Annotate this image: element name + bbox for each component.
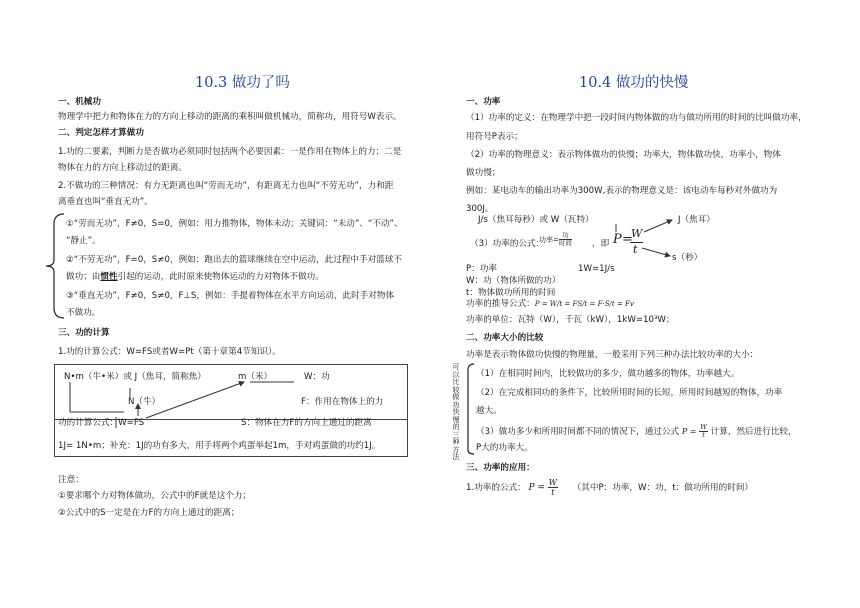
unit-work: N•m（牛•米）或 J（焦耳，简称焦） [64,372,206,382]
power-derive: 功率的推导公式：P = W/t = FS/t = F·S/t = Fv [466,299,634,309]
cases-brace [44,212,66,320]
note-1: ①要求哪个力对物体做功，公式中的F就是这个力； [58,491,252,501]
power-word-fraction: 功率= $\frac{\text{功}}{\text{时间}}$ [539,231,572,247]
power-1w-def: 1W=1J/s [578,264,615,274]
right-s1-heading: 一、功率 [466,97,501,107]
case2-l1: ②“不劳无功”，F=0，S≠0，例如：跑出去的篮球继续在空中运动，此过程中手对篮球不 [66,255,402,265]
left-title: 10.3 做功了吗 [195,75,290,91]
case1-l1: ①“劳而无功”，F≠0，S=0，例如：用力推物体，物体未动；关键词：“未动”、“不动”、 [66,219,403,229]
power-units: 功率的单位：瓦特（W），千瓦（kW），1kW=10³W； [466,315,675,325]
note-2: ②公式中的S一定是在力F的方向上通过的距离； [58,508,240,518]
right-s1-p2-l1: （2）功率的物理意义：表示物体做功的快慢；功率大，物体做功快，功率小，物体 [466,150,781,160]
method-2-l2: 越大。 [476,406,502,416]
left-s3-p1: 1.功的计算公式：W=FS或者W=Pt（第十章第4节知识）。 [58,347,281,357]
case3-l1: ③“垂直无功”，F≠0，S≠0，F⊥S，例如：手提着物体在水平方向运动，此时手对物体 [66,291,395,301]
left-s1-heading: 一、机械功 [58,97,101,107]
unit-meter: m（米） [238,372,273,382]
power-unit-j: J（焦耳） [678,215,715,225]
def-f: F：作用在物体上的力 [301,397,384,407]
method-1: （1）在相同时间内，比较做功的多少，做功越多的物体，功率越大。 [476,369,740,379]
power-unit-w: J/s（焦耳每秒）或 W（瓦特） [478,215,594,225]
right-s1-p2-l2: 做功慢； [466,168,501,178]
power-derive-formula: P = W/t = FS/t = F·S/t = Fv [534,300,634,308]
power-eq: = [622,232,633,247]
power-unit-s: s（秒） [672,253,703,263]
work-formula-arrows [54,364,406,434]
note-title: 注意： [58,475,84,485]
comparison-side-label: 可以比较做功快慢的三种方法 [452,363,460,461]
right-title: 10.4 做功的快慢 [579,75,689,91]
left-s2-heading: 二、判定怎样才算做功 [58,128,144,138]
right-s2-intro: 功率是表示物体做功快慢的物理量，一般采用下列三种办法比较功率的大小： [466,350,759,360]
right-s1-p1-l2: 用符号P表示； [466,132,523,142]
left-s2-p1-l2: 物体在力的方向上移动过的距离。 [58,163,187,173]
power-w-def: W：功（物体所做的功） [466,276,561,286]
left-s2-p2-l1: 2.不做功的三种情况：有力无距离也叫“劳而无功”，有距离无力也叫“不劳无功”，力和距 [58,181,394,191]
unit-newton: N（牛） [128,397,161,407]
left-s3-heading: 三、功的计算 [58,328,110,338]
joule-note: 1J= 1N•m；补充：1J的功有多大，用手将两个鸡蛋举起1m，手对鸡蛋做的功约1J。 [58,441,381,451]
method-2-l1: （2）在完成相同功的条件下，比较所用时间的长短，所用时间越短的物体，功率 [476,388,783,398]
def-w: W：功 [304,372,330,382]
inertia-keyword: 惯性 [100,272,118,282]
power-t-symbol: t [633,243,638,256]
power-ji: ，即 [592,239,610,249]
method-3-l1: （3）做功多少和所用时间都不同的情况下，通过公式 P = $\frac{W}{t}$ 计算，然后进行比较， [476,423,797,439]
right-s1-p1-l1: （1）功率的定义：在物理学中把一段时间内物体做的功与做功所用的时间的比叫做功率， [466,113,807,123]
left-s2-p2-l2: 离垂直也叫“垂直无功”。 [58,197,153,207]
power-w-symbol: W [631,227,643,240]
right-s3-p1: 1.功率的公式： P = $\frac{W}{t}$ （其中P：功率，W：功，t：做功所用的时间） [466,478,754,497]
power-p-symbol: P [613,232,622,247]
def-s: S：物体在力F的方向上通过的距离 [241,418,372,428]
right-s1-p3-l1: 例如：某电动车的输出功率为300W,表示的物理意义是：该电动车每秒对外做功为 [466,186,778,196]
power-t-def: t：物体做功所用的时间 [466,288,556,298]
right-s1-p3-l2: 300J。 [466,204,494,214]
power-formula-label: （3）功率的公式： [470,239,545,249]
power-p-def: P：功率 [466,264,497,274]
left-s2-p1-l1: 1.功的二要素，判断力是否做功必须同时包括两个必要因素：一是作用在物体上的力；二是 [58,147,402,157]
right-s3-heading: 三、功率的应用： [466,463,535,473]
method-3-l2: P大的功率大。 [476,443,533,453]
work-formula-label: 功的计算公式：W=FS [58,418,145,428]
case3-l2: 不做功。 [66,308,101,318]
case2-l2: 做功；由惯性引起的运动，此时原来使物体运动的力对物体不做功。 [66,272,324,282]
comparison-brace [462,362,476,456]
case1-l2: “静止”。 [66,236,101,246]
left-s1-text: 物理学中把力和物体在力的方向上移动的距离的乘积叫做机械功，简称功，用符号W表示。 [58,112,402,122]
right-s2-heading: 二、功率大小的比较 [466,333,544,343]
